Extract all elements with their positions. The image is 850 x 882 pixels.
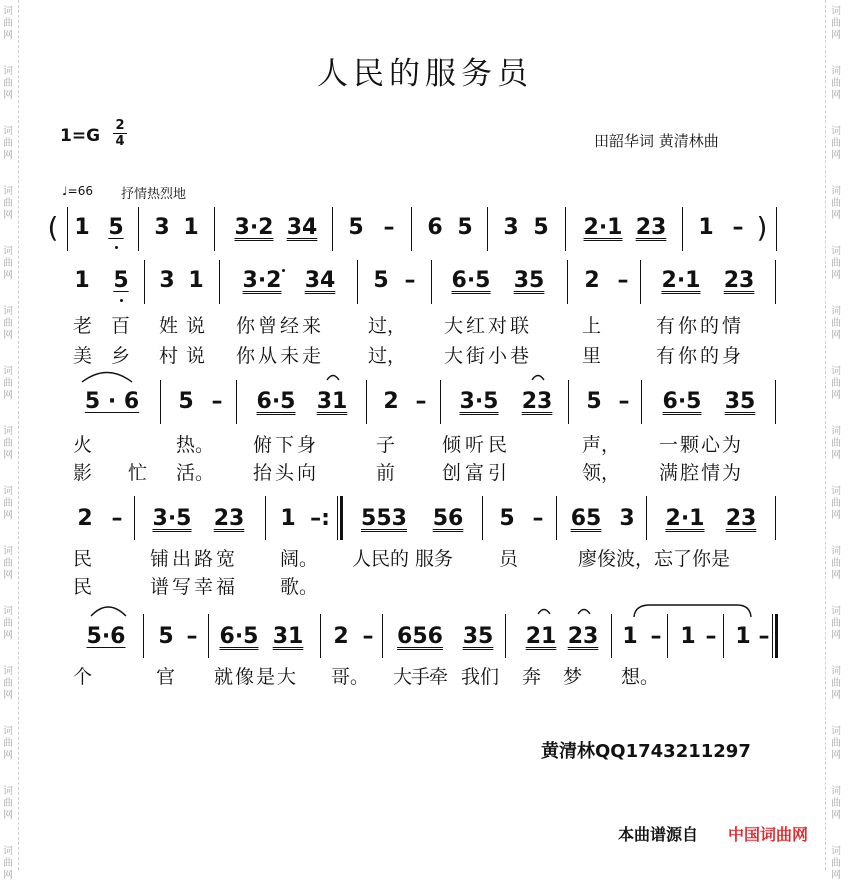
lyric: 阔。	[280, 548, 319, 570]
note: –	[111, 506, 123, 531]
watermark-char: 网	[3, 330, 13, 341]
note: 1	[183, 215, 199, 240]
key-signature: 1=G	[60, 126, 101, 146]
site-name[interactable]: 中国词曲网	[728, 825, 809, 844]
watermark-char: 词	[831, 606, 841, 617]
lyric: 乡	[111, 345, 131, 367]
lyric: 村说	[159, 345, 214, 367]
watermark-char: 曲	[3, 18, 13, 29]
watermark-char: 网	[831, 210, 841, 221]
lyric: 前	[376, 462, 396, 484]
note: 1	[680, 624, 696, 649]
watermark-char: 曲	[831, 78, 841, 89]
lyric: 廖俊波，忘了你是	[578, 548, 731, 570]
watermark-char: 词	[3, 546, 13, 557]
note: –	[415, 389, 427, 414]
watermark-char: 曲	[831, 378, 841, 389]
watermark-char: 网	[3, 150, 13, 161]
lyric: 奔	[522, 666, 542, 688]
watermark-char: 词	[831, 246, 841, 257]
song-title: 人民的服务员	[317, 56, 533, 92]
watermark-char: 网	[831, 810, 841, 821]
note: –	[650, 624, 662, 649]
note: 23	[635, 215, 667, 240]
watermark-char: 词	[831, 186, 841, 197]
note: 31	[272, 624, 304, 649]
watermark-char: 词	[831, 726, 841, 737]
watermark-char: 曲	[3, 378, 13, 389]
lyric: 美	[73, 345, 93, 367]
watermark-char: 词	[831, 66, 841, 77]
note: –	[732, 215, 744, 240]
lyric: 抬头向	[253, 462, 320, 484]
watermark-char: 词	[3, 306, 13, 317]
time-numerator: 2	[115, 118, 125, 133]
watermark-char: 网	[831, 870, 841, 881]
lyric: 铺出路宽	[150, 548, 239, 570]
note: 2·1	[661, 268, 701, 293]
watermark-char: 词	[3, 66, 13, 77]
note: 23	[521, 389, 553, 414]
lyric: 创富引	[442, 462, 512, 484]
watermark-char: 词	[831, 426, 841, 437]
watermark-char: 词	[3, 666, 13, 677]
expression-marking: 抒情热烈地	[121, 187, 187, 202]
lyric: 影	[73, 462, 93, 484]
tempo-marking: ♩=66	[62, 184, 93, 198]
watermark-char: 网	[831, 270, 841, 281]
watermark-char: 词	[3, 486, 13, 497]
note: 1	[698, 215, 714, 240]
watermark-char: 网	[3, 30, 13, 41]
note: 6·5	[256, 389, 296, 414]
note: –	[404, 268, 416, 293]
watermark-char: 词	[831, 666, 841, 677]
watermark-char: 网	[831, 450, 841, 461]
lyric: 哥。	[331, 666, 370, 688]
lyric: 忙	[128, 462, 148, 484]
lyric: 热。	[176, 434, 215, 456]
watermark-char: 曲	[831, 738, 841, 749]
slur	[91, 607, 126, 616]
watermark-char: 曲	[831, 798, 841, 809]
note: 3	[619, 506, 635, 531]
note: 3·2	[242, 268, 282, 293]
lyric: 有你的身	[656, 345, 745, 367]
lyric: 你曾经来	[236, 315, 325, 337]
lyric: 员	[499, 548, 519, 570]
note: 5	[348, 215, 364, 240]
note: –	[758, 624, 770, 649]
note: 1	[622, 624, 638, 649]
note: 2	[584, 268, 600, 293]
watermark-char: 词	[831, 486, 841, 497]
watermark-char: 网	[3, 90, 13, 101]
watermark-char: 网	[3, 570, 13, 581]
note: –	[383, 215, 395, 240]
note: 5	[113, 268, 129, 293]
watermark-char: 网	[3, 270, 13, 281]
note: 656	[397, 624, 443, 649]
note: 6·5	[451, 268, 491, 293]
watermark-char: 曲	[3, 558, 13, 569]
watermark-char: 词	[831, 846, 841, 857]
note: 5	[499, 506, 515, 531]
credits: 田韶华词 黄清林曲	[594, 132, 719, 150]
watermark-char: 词	[3, 606, 13, 617]
slur	[82, 373, 132, 383]
watermark-char: 网	[3, 450, 13, 461]
watermark-char: 曲	[3, 258, 13, 269]
watermark-char: 词	[3, 246, 13, 257]
watermark-char: 网	[3, 510, 13, 521]
note: 1	[735, 624, 751, 649]
lyric: 大红对联	[444, 315, 533, 337]
watermark-char: 曲	[3, 858, 13, 869]
watermark-char: 曲	[831, 438, 841, 449]
note: 1	[74, 215, 90, 240]
note: 23	[723, 268, 755, 293]
watermark-char: 词	[831, 546, 841, 557]
lyric: 大街小巷	[444, 345, 533, 367]
source-label: 本曲谱源自	[618, 825, 699, 844]
watermark-char: 曲	[3, 198, 13, 209]
note: 5	[373, 268, 389, 293]
lyric: 想。	[621, 666, 660, 688]
watermark-char: 词	[3, 786, 13, 797]
note: 5 · 6	[84, 389, 140, 414]
watermark-char: 词	[3, 126, 13, 137]
lyric: 我们	[461, 666, 500, 688]
watermark-char: 曲	[831, 858, 841, 869]
note: 35	[724, 389, 756, 414]
lyric: 就像是大	[214, 666, 299, 688]
watermark-char: 曲	[3, 318, 13, 329]
watermark-char: 词	[3, 426, 13, 437]
fermata	[578, 610, 590, 615]
note: 553	[361, 506, 407, 531]
note: 2·1	[583, 215, 623, 240]
note: 5	[457, 215, 473, 240]
lyric: 民	[73, 548, 93, 570]
note: 65	[570, 506, 602, 531]
note: 5	[158, 624, 174, 649]
watermark-char: 网	[3, 690, 13, 701]
note: 6·5	[662, 389, 702, 414]
watermark-char: 词	[3, 186, 13, 197]
note: 2	[77, 506, 93, 531]
note: 21	[525, 624, 557, 649]
watermark-char: 网	[3, 210, 13, 221]
note: 3·2	[234, 215, 274, 240]
note: 23	[725, 506, 757, 531]
lyric: 民	[73, 576, 93, 598]
watermark-char: 曲	[3, 78, 13, 89]
watermark-char: 网	[831, 30, 841, 41]
note: 23	[567, 624, 599, 649]
watermark-char: 曲	[3, 678, 13, 689]
lyric: 谱写幸福	[150, 576, 239, 598]
lyric: 过，	[368, 345, 407, 367]
lyric: 火	[73, 434, 93, 456]
note: 5·6	[86, 624, 126, 649]
note: –	[186, 624, 198, 649]
note: )	[756, 211, 768, 244]
watermark-char: 词	[831, 6, 841, 17]
watermark-char: 网	[831, 390, 841, 401]
watermark-char: 词	[3, 6, 13, 17]
note: 1	[74, 268, 90, 293]
note: –	[617, 268, 629, 293]
watermark-char: 网	[3, 390, 13, 401]
note: 5	[108, 215, 124, 240]
note: 56	[432, 506, 464, 531]
lyric: 姓说	[159, 315, 214, 337]
watermark-char: 词	[3, 366, 13, 377]
time-denominator: 4	[115, 134, 125, 149]
note: 1	[188, 268, 204, 293]
fermata	[327, 376, 339, 381]
watermark-char: 网	[3, 810, 13, 821]
watermark-char: 网	[831, 90, 841, 101]
watermark-char: 曲	[3, 798, 13, 809]
watermark-char: 曲	[3, 738, 13, 749]
note: –	[532, 506, 544, 531]
watermark-char: 曲	[831, 678, 841, 689]
note: 3·5	[459, 389, 499, 414]
lyric: 有你的情	[656, 315, 745, 337]
watermark-char: 曲	[831, 258, 841, 269]
note: 23	[213, 506, 245, 531]
note: 3·5	[152, 506, 192, 531]
note: 1	[280, 506, 296, 531]
watermark-char: 曲	[3, 138, 13, 149]
note: –	[362, 624, 374, 649]
note: 5	[178, 389, 194, 414]
fermata	[538, 610, 550, 615]
note: 35	[513, 268, 545, 293]
lyric: 过，	[368, 315, 407, 337]
watermark-char: 曲	[831, 138, 841, 149]
note: 6	[427, 215, 443, 240]
note: 3	[154, 215, 170, 240]
lyric: 百	[111, 315, 131, 337]
note: 2	[333, 624, 349, 649]
lyric: 俯下身	[253, 434, 320, 456]
watermark-char: 网	[831, 690, 841, 701]
watermark-char: 词	[831, 306, 841, 317]
lyric: 歌。	[280, 576, 319, 598]
lyric: 大手牵	[393, 666, 448, 688]
lyric: 上	[582, 315, 602, 337]
watermark-char: 网	[831, 570, 841, 581]
note: 34	[286, 215, 318, 240]
lyric: 声，	[582, 434, 621, 456]
note: (	[47, 211, 59, 244]
watermark-char: 词	[831, 366, 841, 377]
lyric: 领，	[582, 462, 621, 484]
lyric: 倾听民	[442, 434, 512, 456]
lyric: 里	[582, 345, 602, 367]
lyric: 人民的 服务	[352, 548, 454, 570]
lyric: 你从未走	[236, 345, 325, 367]
watermark-char: 曲	[3, 438, 13, 449]
watermark-char: 曲	[831, 618, 841, 629]
lyric: 活。	[176, 462, 215, 484]
watermark-char: 曲	[831, 558, 841, 569]
lyric: 满腔情为	[659, 462, 744, 484]
watermark-char: 网	[831, 630, 841, 641]
note: 34	[304, 268, 336, 293]
note: 31	[316, 389, 348, 414]
note: 2·1	[665, 506, 705, 531]
watermark-char: 网	[831, 330, 841, 341]
watermark-char: 曲	[3, 498, 13, 509]
fermata	[532, 376, 544, 381]
note: 3	[503, 215, 519, 240]
note: 3	[159, 268, 175, 293]
watermark-char: 词	[831, 786, 841, 797]
lyric: 老	[73, 315, 93, 337]
tie	[634, 605, 751, 617]
watermark-char: 曲	[831, 18, 841, 29]
note: 5	[586, 389, 602, 414]
note: 35	[462, 624, 494, 649]
watermark-char: 词	[831, 126, 841, 137]
watermark-char: 网	[3, 870, 13, 881]
author-contact: 黄清林QQ1743211297	[541, 741, 751, 762]
note: –	[705, 624, 717, 649]
lyric: 个	[73, 666, 93, 688]
note: 6·5	[219, 624, 259, 649]
watermark-char: 曲	[831, 318, 841, 329]
watermark-char: 词	[3, 846, 13, 857]
lyric: 官	[156, 666, 176, 688]
watermark-char: 网	[831, 150, 841, 161]
lyric: 一颗心为	[659, 434, 744, 456]
watermark-char: 网	[831, 510, 841, 521]
note: –:	[310, 506, 330, 531]
watermark-char: 词	[3, 726, 13, 737]
lyric: 子	[376, 434, 396, 456]
note: –	[211, 389, 223, 414]
lyric: 梦	[563, 666, 583, 688]
watermark-char: 曲	[831, 498, 841, 509]
watermark-char: 网	[3, 630, 13, 641]
watermark-char: 网	[831, 750, 841, 761]
note: –	[618, 389, 630, 414]
note: 5	[533, 215, 549, 240]
watermark-char: 网	[3, 750, 13, 761]
watermark-char: 曲	[831, 198, 841, 209]
watermark-char: 曲	[3, 618, 13, 629]
note: 2	[383, 389, 399, 414]
